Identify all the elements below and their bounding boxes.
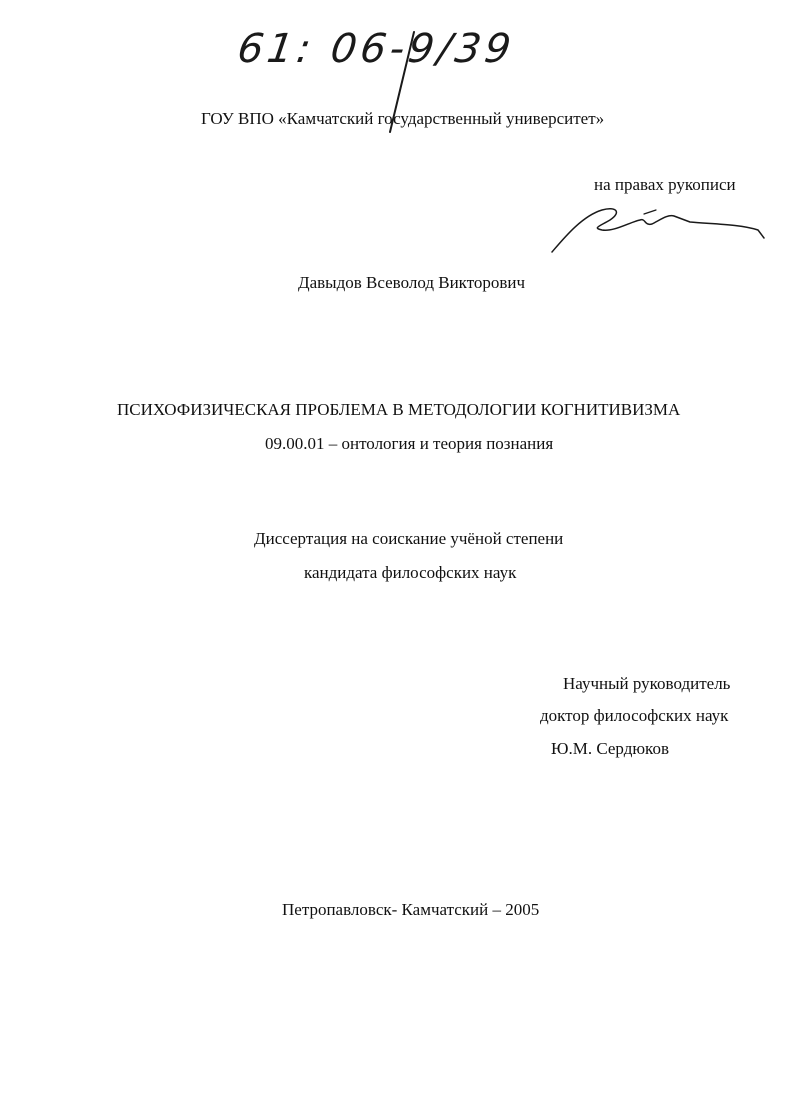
institution-name: ГОУ ВПО «Камчатский государственный университет» bbox=[201, 109, 605, 128]
city-year: Петропавловск- Камчатский – 2005 bbox=[282, 900, 540, 919]
signature bbox=[540, 200, 765, 260]
specialty-code: 09.00.01 – онтология и теория познания bbox=[265, 434, 554, 453]
author-name: Давыдов Всеволод Викторович bbox=[298, 273, 526, 292]
supervisor-degree: доктор философских наук bbox=[540, 706, 729, 725]
dissertation-type-line1: Диссертация на соискание учёной степени bbox=[254, 529, 564, 548]
dissertation-title: ПСИХОФИЗИЧЕСКАЯ ПРОБЛЕМА В МЕТОДОЛОГИИ КОГНИТИВИЗМА bbox=[117, 400, 681, 419]
supervisor-name: Ю.М. Сердюков bbox=[551, 739, 669, 758]
archive-number-handwritten: 61: 06-9/39 bbox=[234, 26, 518, 72]
dissertation-type-line2: кандидата философских наук bbox=[304, 563, 517, 582]
supervisor-role: Научный руководитель bbox=[563, 674, 731, 693]
rights-note: на правах рукописи bbox=[594, 175, 736, 194]
